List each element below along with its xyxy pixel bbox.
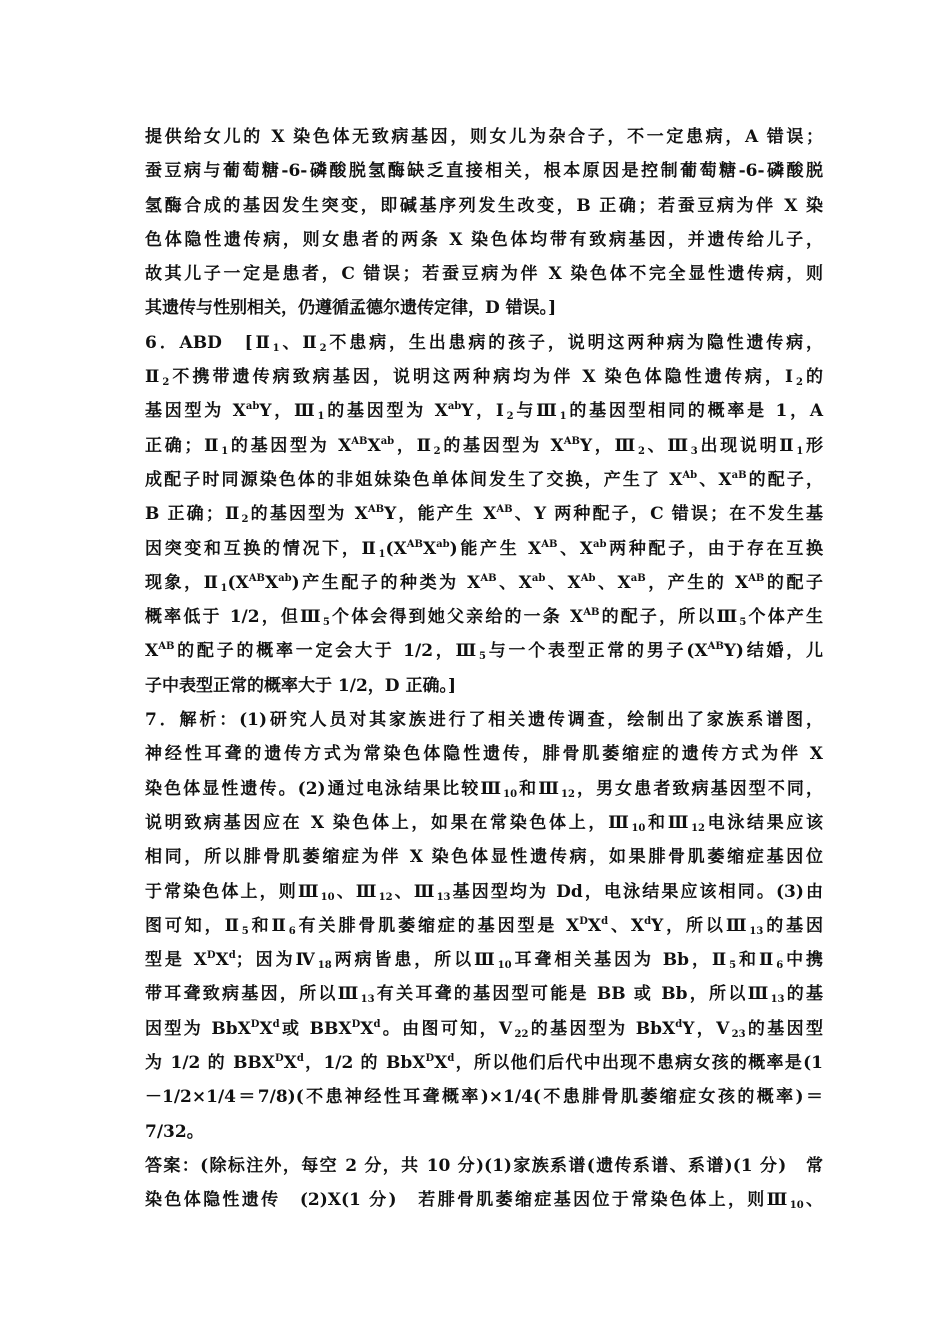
text-run: Ⅱ <box>145 367 163 388</box>
text-run: X <box>587 915 602 936</box>
text-run: 和Ⅲ <box>645 812 692 833</box>
superscript: ab <box>245 401 260 413</box>
subscript: 6 <box>776 960 784 972</box>
text-run: 不患病，生出患病的孩子，说明这两种病为隐性遗传病， <box>326 332 824 353</box>
subscript: 1 <box>221 445 229 457</box>
superscript: d <box>644 915 652 927</box>
text-run: 电泳结果应该 <box>705 812 824 833</box>
subscript: 2 <box>241 514 249 526</box>
subscript: 5 <box>322 617 330 629</box>
text-run: 不携带遗传病致病基因，说明这两种病均为伴 X 染色体隐性遗传病，Ⅰ <box>169 367 796 388</box>
text-run: 与一个表型正常的男子(X <box>486 641 708 662</box>
text-run: 因型为 BbX <box>145 1018 251 1039</box>
text-run: 、X <box>557 538 593 559</box>
subscript: 10 <box>497 960 512 972</box>
text-run: 7．解析：(1)研究人员对其家族进行了相关遗传调查，绘制出了家族系谱图， <box>145 710 823 731</box>
subscript: 1 <box>796 445 804 457</box>
text-line <box>145 429 823 463</box>
text-run: 型是 X <box>145 950 207 971</box>
text-run: 、X <box>496 572 532 593</box>
text-run: 的基因型为 X <box>324 401 448 422</box>
subscript: 2 <box>506 411 514 423</box>
text-run: 有关腓骨肌萎缩症的基因型是 X <box>295 915 580 936</box>
superscript: d <box>675 1018 683 1030</box>
text-run: 、Ⅱ <box>279 332 320 353</box>
superscript: AB <box>496 504 513 516</box>
text-run: 、Y 两种配子，C 错误；在不发生基 <box>512 504 823 525</box>
superscript: AB <box>748 572 765 584</box>
subscript: 5 <box>739 617 747 629</box>
text-line <box>145 566 823 600</box>
superscript: AB <box>480 572 497 584</box>
text-run: 的基因型为 X <box>248 504 368 525</box>
subscript: 10 <box>631 822 646 834</box>
text-run: )产生配子的种类为 X <box>291 572 481 593</box>
subscript: 2 <box>319 342 327 354</box>
text-run: ，Ⅱ <box>394 435 434 456</box>
superscript: AB <box>563 435 580 447</box>
text-line <box>145 600 823 634</box>
text-run: )能产生 X <box>449 538 542 559</box>
text-run: 、X <box>595 572 631 593</box>
text-run: 蚕豆病与葡萄糖-6-磷酸脱氢酶缺乏直接相关，根本原因是控制葡萄糖-6-磷酸脱 <box>145 161 823 182</box>
superscript: D <box>579 915 588 927</box>
superscript: d <box>601 915 609 927</box>
text-run: 两种配子，由于存在互换 <box>606 538 824 559</box>
subscript: 10 <box>503 788 518 800</box>
text-line <box>145 1183 823 1217</box>
superscript: D <box>275 1053 284 1065</box>
text-line <box>145 943 823 977</box>
text-run: X <box>283 1053 297 1074</box>
text-line <box>145 120 823 154</box>
text-run: 的基因型相同的概率是 1，A <box>566 401 824 422</box>
superscript: d <box>228 950 236 962</box>
text-run: X <box>215 950 229 971</box>
text-run: 基因型为 X <box>145 401 246 422</box>
text-run: 和Ⅱ <box>736 950 777 971</box>
superscript: ab <box>531 572 546 584</box>
text-line <box>145 909 823 943</box>
text-run: 说明致病基因应在 X 染色体上，如果在常染色体上，Ⅲ <box>145 812 632 833</box>
text-run: 、 <box>803 1190 824 1211</box>
subscript: 2 <box>433 445 441 457</box>
text-run: ，产生的 X <box>645 572 749 593</box>
text-run: 和Ⅲ <box>517 778 561 799</box>
text-run: 成配子时同源染色体的非姐妹染色单体间发生了交换，产生了 X <box>145 469 683 490</box>
text-run: 图可知，Ⅱ <box>145 915 242 936</box>
text-run: X <box>422 538 437 559</box>
text-run: 的配子， <box>746 469 823 490</box>
subscript: 22 <box>514 1028 529 1040</box>
text-run: 概率低于 1/2，但Ⅲ <box>145 607 323 628</box>
subscript: 6 <box>288 925 296 937</box>
superscript: d <box>447 1053 455 1065</box>
text-line <box>145 1149 823 1183</box>
text-run: X <box>367 435 381 456</box>
text-line <box>145 360 823 394</box>
text-run: 故其儿子一定是患者，C 错误；若蚕豆病为伴 X 染色体不完全显性遗传病，则 <box>145 264 823 285</box>
subscript: 13 <box>749 925 764 937</box>
text-run: Y，Ⅲ <box>579 435 638 456</box>
text-line <box>145 737 823 771</box>
text-run: 带耳聋致病基因，所以Ⅲ <box>145 984 361 1005</box>
text-run: 、Ⅲ <box>334 881 379 902</box>
text-run: 子中表型正常的概率大于 1/2，D 正确。] <box>145 675 456 696</box>
text-run: B 正确；Ⅱ <box>145 504 242 525</box>
subscript: 5 <box>729 960 737 972</box>
superscript: d <box>373 1018 381 1030</box>
superscript: D <box>206 950 216 962</box>
superscript: ab <box>447 401 462 413</box>
text-line <box>145 634 823 668</box>
subscript: 12 <box>378 891 393 903</box>
superscript: D <box>351 1018 361 1030</box>
text-run: 氢酶合成的基因发生突变，即碱基序列发生改变，B 正确；若蚕豆病为伴 X 染 <box>145 195 823 216</box>
text-line <box>145 497 823 531</box>
superscript: ab <box>436 538 450 550</box>
text-run: 、Ⅲ <box>392 881 437 902</box>
text-run: 基因型均为 Dd，电泳结果应该相同。(3)由 <box>450 881 824 902</box>
subscript: 18 <box>317 960 332 972</box>
superscript: d <box>296 1053 304 1065</box>
text-run: 的基因型为 X <box>228 435 352 456</box>
text-run: X <box>145 641 159 662</box>
text-line <box>145 154 823 188</box>
text-run: 的 <box>802 367 824 388</box>
subscript: 1 <box>317 411 325 423</box>
text-run: 7/32。 <box>145 1121 204 1142</box>
subscript: 1 <box>272 342 280 354</box>
text-run: 个体产生 <box>746 607 824 628</box>
text-line <box>145 1080 823 1114</box>
text-run: 的基因 <box>763 915 824 936</box>
text-run: 和Ⅱ <box>248 915 289 936</box>
subscript: 13 <box>436 891 451 903</box>
text-run: 的配子，所以Ⅲ <box>599 607 740 628</box>
subscript: 3 <box>690 445 698 457</box>
text-run: 或 BBX <box>279 1018 352 1039</box>
text-line <box>145 326 823 360</box>
text-run: Y)结婚，儿 <box>723 641 823 662</box>
text-run: 、X <box>608 915 645 936</box>
text-line <box>145 291 823 325</box>
subscript: 23 <box>731 1028 746 1040</box>
text-run: ，1/2 的 BbX <box>303 1053 426 1074</box>
subscript: 10 <box>320 891 335 903</box>
text-line <box>145 840 823 874</box>
superscript: Ab <box>682 469 698 481</box>
text-line <box>145 1012 823 1046</box>
superscript: AB <box>351 435 368 447</box>
text-run: 现象，Ⅱ <box>145 572 221 593</box>
text-run: 、X <box>697 469 732 490</box>
superscript: AB <box>248 572 265 584</box>
text-run: Y，Ⅴ <box>682 1018 732 1039</box>
superscript: AB <box>406 538 423 550</box>
text-run: 提供给女儿的 X 染色体无致病基因，则女儿为杂合子，不一定患病，A 错误； <box>145 127 823 147</box>
superscript: AB <box>367 504 385 516</box>
text-run: X <box>434 1053 448 1074</box>
superscript: ab <box>278 572 292 584</box>
text-run: 染色体显性遗传。(2)通过电泳结果比较Ⅲ <box>145 778 504 799</box>
subscript: 5 <box>241 925 249 937</box>
text-run: Y，所以Ⅲ <box>651 915 750 936</box>
superscript: AB <box>583 607 600 619</box>
subscript: 2 <box>162 377 170 389</box>
text-run: Y，Ⅰ <box>461 401 507 422</box>
text-run: X <box>264 572 279 593</box>
text-line <box>145 669 823 703</box>
text-line <box>145 1046 823 1080</box>
superscript: AB <box>541 538 558 550</box>
superscript: aB <box>731 469 747 481</box>
text-line <box>145 977 823 1011</box>
text-run: 与Ⅲ <box>513 401 560 422</box>
superscript: D <box>250 1018 260 1030</box>
text-run: 形 <box>803 435 824 456</box>
text-run: 的基因型为 BbX <box>528 1018 676 1039</box>
text-line <box>145 189 823 223</box>
text-run: X <box>259 1018 273 1039</box>
text-run: (X <box>385 538 407 559</box>
subscript: 10 <box>789 1200 804 1212</box>
text-run: 、Ⅲ <box>644 435 691 456</box>
text-run: ；因为Ⅳ <box>235 950 318 971</box>
superscript: aB <box>630 572 646 584</box>
text-run: (X <box>227 572 249 593</box>
text-run: 正确；Ⅱ <box>145 435 222 456</box>
text-run: 有关耳聋的基因型可能是 BB 或 Bb，所以Ⅲ <box>374 984 771 1005</box>
text-run: 为 1/2 的 BBX <box>145 1053 275 1074</box>
text-run: 两病皆患，所以Ⅲ <box>331 950 498 971</box>
text-line <box>145 1115 823 1149</box>
text-run: 出现说明Ⅱ <box>697 435 797 456</box>
text-line <box>145 257 823 291</box>
text-run: 神经性耳聋的遗传方式为常染色体隐性遗传，腓骨肌萎缩症的遗传方式为伴 X <box>145 744 823 765</box>
text-line <box>145 223 823 257</box>
text-line <box>145 394 823 428</box>
superscript: AB <box>707 641 724 653</box>
subscript: 2 <box>637 445 645 457</box>
superscript: ab <box>593 538 607 550</box>
text-run: 相同，所以腓骨肌萎缩症为伴 X 染色体显性遗传病，如果腓骨肌萎缩症基因位 <box>145 847 823 868</box>
subscript: 1 <box>220 582 228 594</box>
text-run: 中携 <box>783 950 824 971</box>
text-line <box>145 772 823 806</box>
subscript: 12 <box>691 822 705 834</box>
subscript: 13 <box>360 994 375 1006</box>
text-run: X <box>360 1018 374 1039</box>
text-run: 的配子的概率一定会大于 1/2，Ⅲ <box>174 641 480 662</box>
subscript: 1 <box>378 548 386 560</box>
text-line <box>145 875 823 909</box>
text-line <box>145 463 823 497</box>
text-run: 。由图可知，Ⅴ <box>380 1018 515 1039</box>
text-line <box>145 703 823 737</box>
text-run: ，所以他们后代中出现不患病女孩的概率是(1 <box>454 1053 823 1074</box>
superscript: AB <box>158 641 175 653</box>
text-run: 个体会得到她父亲给的一条 X <box>329 607 584 628</box>
text-run: 、X <box>545 572 581 593</box>
subscript: 5 <box>479 651 486 663</box>
text-run: 染色体隐性遗传 (2)X(1 分) 若腓骨肌萎缩症基因位于常染色体上，则Ⅲ <box>145 1190 790 1211</box>
text-run: 答案：(除标注外，每空 2 分，共 10 分)(1)家族系谱(遗传系谱、系谱)(1 分) 常 <box>145 1155 823 1176</box>
text-run: ，男女患者致病基因型不同， <box>574 778 824 799</box>
answer-text-block <box>145 120 823 1218</box>
text-run: 耳聋相关基因为 Bb，Ⅱ <box>511 950 730 971</box>
text-run: 的基因型 <box>745 1018 823 1039</box>
superscript: Ab <box>580 572 596 584</box>
text-run: 于常染色体上，则Ⅲ <box>145 881 321 902</box>
text-run: Y，能产生 X <box>384 504 497 525</box>
text-line <box>145 532 823 566</box>
text-run: 其遗传与性别相关，仍遵循孟德尔遗传定律，D 错误。] <box>145 298 557 319</box>
text-run: 的基因型为 X <box>440 435 564 456</box>
superscript: d <box>272 1018 280 1030</box>
subscript: 12 <box>561 788 575 800</box>
text-run: 的配子 <box>764 572 824 593</box>
text-run: －1/2×1/4＝7/8)(不患神经性耳聋概率)×1/4(不患腓骨肌萎缩症女孩的概率)＝ <box>145 1087 823 1108</box>
superscript: D <box>425 1053 435 1065</box>
subscript: 1 <box>559 411 567 423</box>
text-run: 色体隐性遗传病，则女患者的两条 X 染色体均带有致病基因，并遗传给儿子， <box>145 229 823 250</box>
subscript: 2 <box>796 377 803 389</box>
superscript: ab <box>380 435 395 447</box>
text-line <box>145 806 823 840</box>
text-run: 的基 <box>784 984 824 1005</box>
subscript: 13 <box>770 994 785 1006</box>
text-run: 因突变和互换的情况下，Ⅱ <box>145 538 379 559</box>
text-run: 6．ABD [Ⅱ <box>145 332 273 353</box>
text-run: Y，Ⅲ <box>259 401 318 422</box>
